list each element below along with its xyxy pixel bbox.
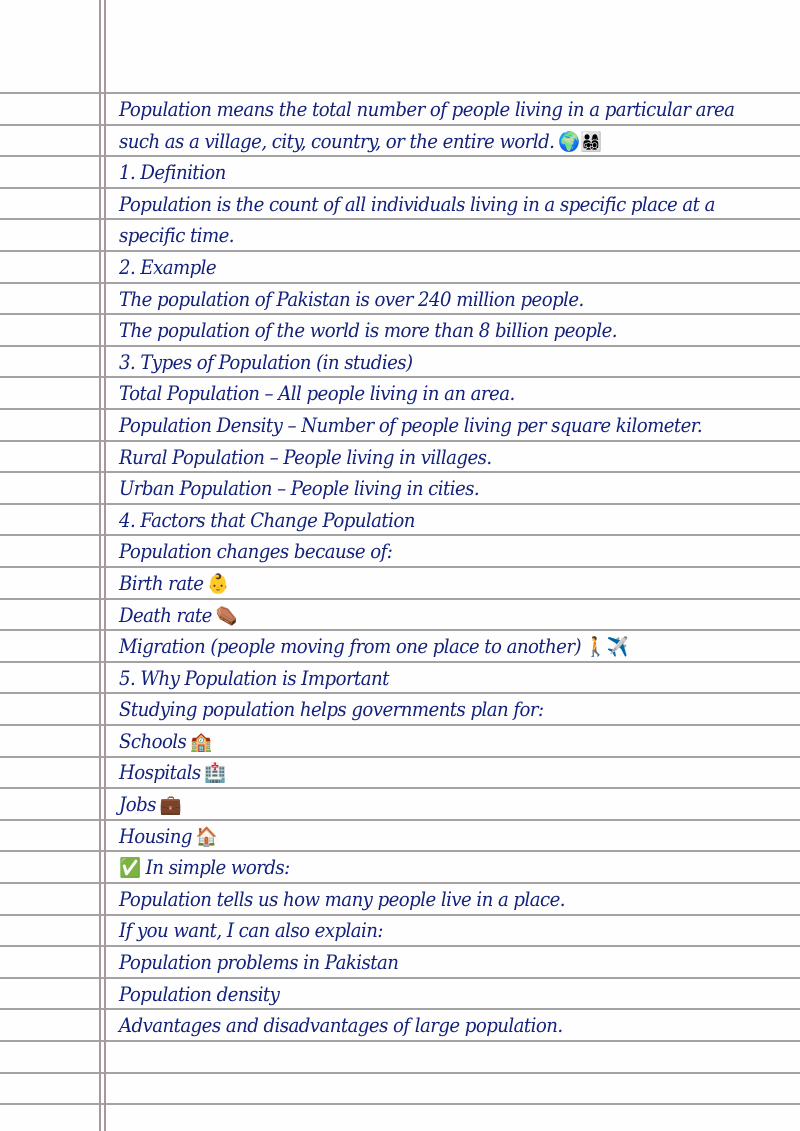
note-line-housing: Housing 🏠 — [119, 824, 218, 848]
heading-definition: 1. Definition — [119, 161, 226, 185]
note-line-hospitals: Hospitals 🏥 — [119, 761, 227, 785]
note-line-migration: Migration (people moving from one place to another) 🚶✈️ — [119, 635, 629, 659]
heading-factors: 4. Factors that Change Population — [119, 508, 415, 532]
ruled-line — [0, 1072, 800, 1074]
note-line-13: Urban Population – People living in cities. — [119, 477, 480, 501]
note-line-15: Population changes because of: — [119, 540, 393, 564]
heading-importance: 5. Why Population is Important — [119, 666, 389, 690]
note-line-4: Population is the count of all individuals living in a specific place at a — [119, 192, 715, 216]
briefcase-icon: 💼 — [159, 794, 182, 817]
hospital-icon: 🏥 — [204, 762, 227, 785]
note-line-schools: Schools 🏫 — [119, 729, 213, 753]
note-line-birth-rate: Birth rate 👶 — [119, 571, 230, 595]
coffin-icon: ⚰️ — [215, 604, 238, 627]
note-line-20: Studying population helps governments plan for: — [119, 698, 544, 722]
margin-line-right — [104, 0, 106, 1131]
note-line-26: Population tells us how many people live in a place. — [119, 887, 565, 911]
heading-example: 2. Example — [119, 255, 217, 279]
walking-airplane-icon: 🚶✈️ — [584, 636, 629, 659]
note-line-death-rate: Death rate ⚰️ — [119, 603, 238, 627]
heading-simple-words: ✅ In simple words: — [119, 856, 290, 880]
check-mark-icon: ✅ — [119, 857, 142, 880]
note-line-30: Advantages and disadvantages of large population. — [119, 1014, 563, 1038]
globe-family-icon: 🌍👨‍👩‍👧‍👦 — [558, 130, 603, 153]
note-line-12: Rural Population – People living in villages. — [119, 445, 492, 469]
note-line-5: specific time. — [119, 224, 235, 248]
heading-types: 3. Types of Population (in studies) — [119, 350, 413, 374]
note-line-27: If you want, I can also explain: — [119, 919, 383, 943]
margin-line-left — [99, 0, 101, 1131]
note-line-11: Population Density – Number of people living per square kilometer. — [119, 413, 703, 437]
note-line-8: The population of the world is more than 8 billion people. — [119, 319, 617, 343]
handwritten-notes — [119, 94, 794, 1042]
note-line-28: Population problems in Pakistan — [119, 951, 399, 975]
note-line-1: Population means the total number of people living in a particular area — [119, 98, 735, 121]
note-line-2: such as a village, city, country, or the entire world. 🌍👨‍👩‍👧‍👦 — [119, 129, 603, 153]
note-line-29: Population density — [119, 982, 280, 1006]
note-line-jobs: Jobs 💼 — [119, 793, 182, 817]
baby-icon: 👶 — [207, 572, 230, 595]
ruled-line — [0, 1103, 800, 1105]
note-line-10: Total Population – All people living in an area. — [119, 382, 515, 406]
school-icon: 🏫 — [190, 730, 213, 753]
note-line-7: The population of Pakistan is over 240 million people. — [119, 287, 584, 311]
house-icon: 🏠 — [195, 825, 218, 848]
